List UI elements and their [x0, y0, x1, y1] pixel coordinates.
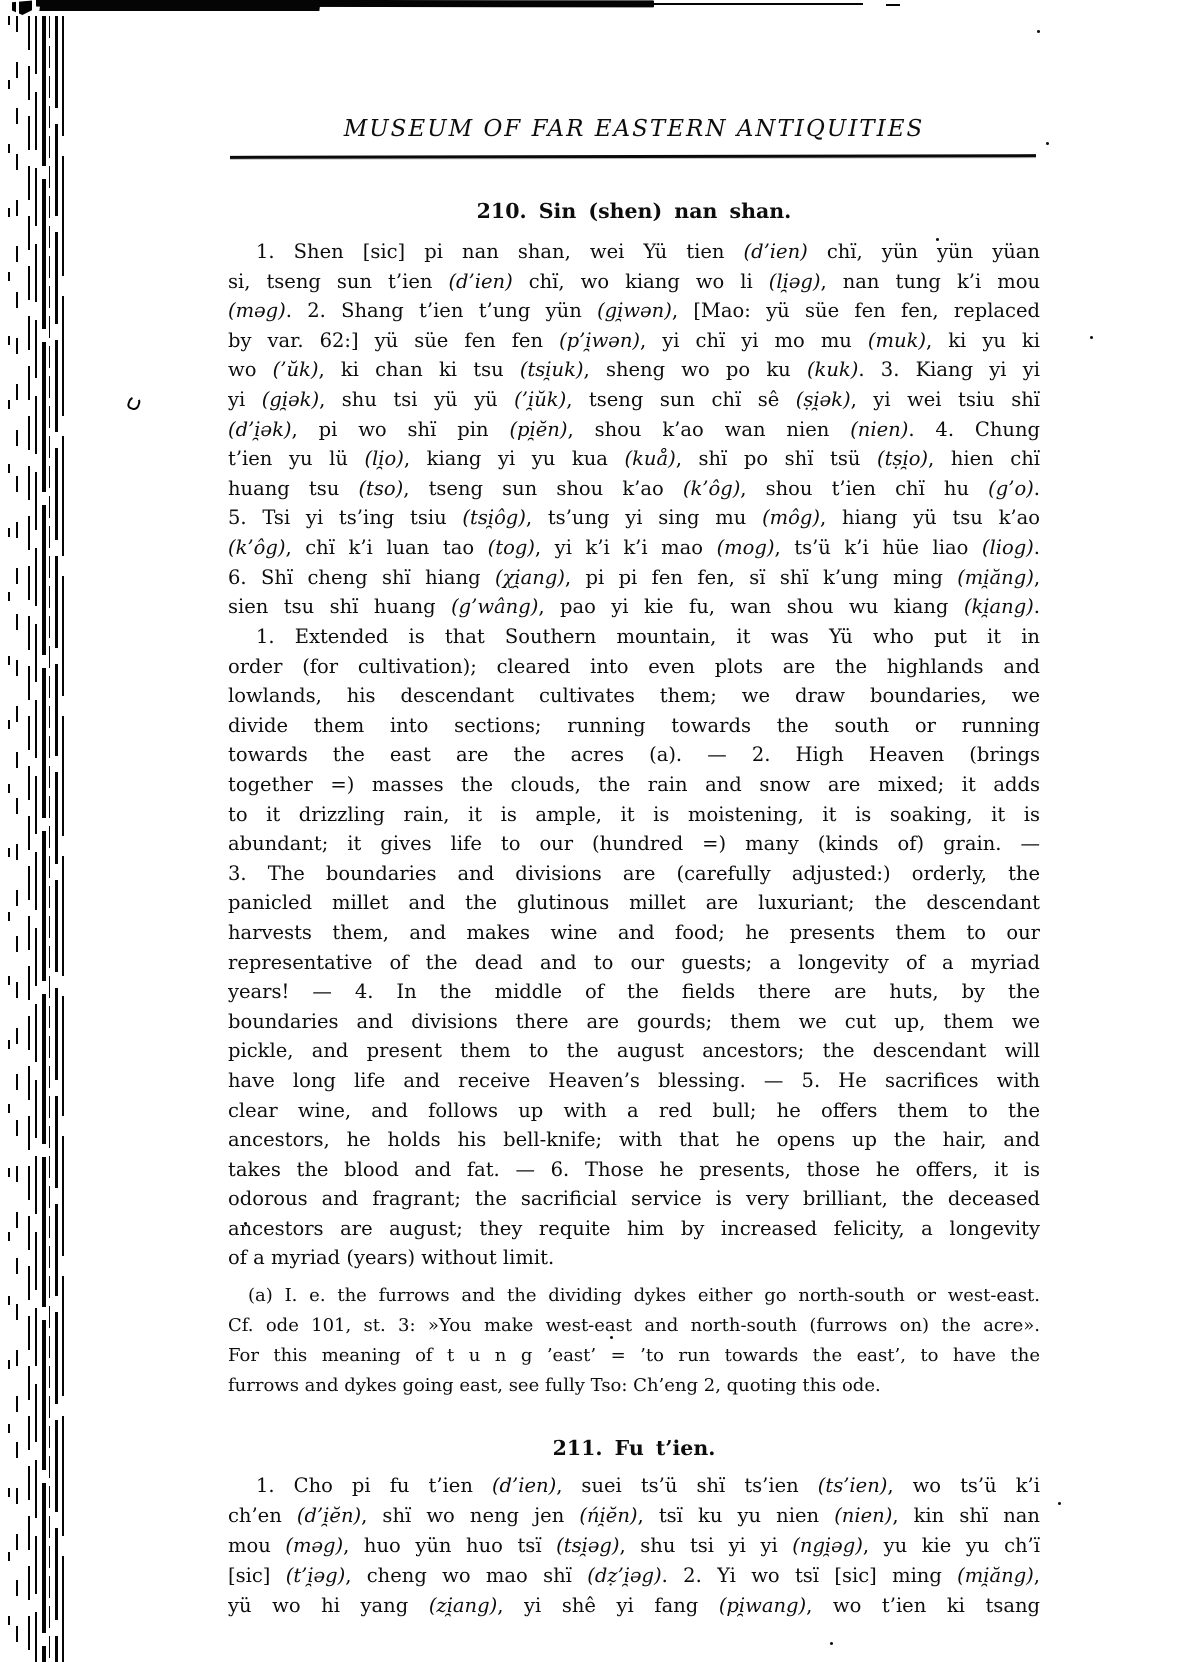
ink-speck-artifact	[1046, 142, 1049, 145]
text-line: 6. Shï cheng shï hiang (χi̯ang), pi pi fen fen, sï shï k’ung ming (mi̯ăng),	[228, 565, 1040, 589]
text-line: harvests them, and makes wine and food; he presents them to our	[228, 920, 1040, 944]
scan-corner-scribble-artifact	[12, 0, 38, 15]
text-line: 1. Cho pi fu t’ien (d’ien), suei ts’ü shï ts’ien (ts’ien), wo ts’ü k’i	[256, 1474, 1040, 1497]
text-line: sien tsu shï huang (g’wâng), pao yi kie fu, wan shou wu kiang (ki̯ang).	[228, 595, 1040, 619]
ink-speck-artifact	[1058, 1502, 1061, 1505]
text-line: divide them into sections; running towards the south or running	[228, 713, 1040, 737]
text-line: (k’ôg), chï k’i luan tao (tog), yi k’i k’i mao (mog), ts’ü k’i hüe liao (liog).	[228, 535, 1040, 559]
running-head: MUSEUM OF FAR EASTERN ANTIQUITIES	[343, 116, 925, 142]
text-line: representative of the dead and to our guests; a longevity of a myriad	[228, 950, 1040, 974]
text-line: towards the east are the acres (a). — 2. High Heaven (brings	[228, 743, 1040, 767]
ode-211-heading: 211. Fu t’ien.	[552, 1436, 716, 1460]
ode-210-translation-paragraph	[228, 622, 1040, 1273]
text-line: abundant; it gives life to our (hundred =) many (kinds of) grain. —	[228, 832, 1040, 856]
ode-210-footnote	[228, 1281, 1040, 1401]
ink-speck-artifact	[1090, 336, 1093, 339]
text-line: pickle, and present them to the august ancestors; the descendant will	[228, 1039, 1040, 1063]
text-line: (məg). 2. Shang t’ien t’ung yün (gi̯wən), [Mao: yü süe fen fen, replaced	[228, 299, 1040, 323]
text-line: to it drizzling rain, it is ample, it is moistening, it is soaking, it is	[228, 802, 1040, 826]
text-line: (d’i̯ək), pi wo shï pin (pi̯ĕn), shou k’ao wan nien (nien). 4. Chung	[228, 417, 1040, 441]
text-line: years! — 4. In the middle of the fields there are huts, by the	[228, 980, 1040, 1004]
text-line: furrows and dykes going east, see fully Tso: Ch’eng 2, quoting this ode.	[228, 1375, 881, 1396]
text-line: lowlands, his descendant cultivates them; we draw boundaries, we	[228, 684, 1040, 708]
text-line: by var. 62:] yü süe fen fen (p’i̯wən), yi chï yi mo mu (muk), ki yu ki	[228, 328, 1040, 352]
text-line: Cf. ode 101, st. 3: »You make west-east and north-south (furrows on) the acre».	[228, 1315, 1040, 1336]
text-line: For this meaning of t u n g ’east’ = ’to run towards the east’, to have the	[228, 1345, 1040, 1366]
text-line: (a) I. e. the furrows and the dividing dykes either go north-south or west-east.	[248, 1285, 1040, 1306]
text-line: 3. The boundaries and divisions are (carefully adjusted:) orderly, the	[228, 861, 1040, 885]
text-line: takes the blood and fat. — 6. Those he presents, those he offers, it is	[228, 1157, 1040, 1181]
ode-210-transliteration-paragraph	[228, 237, 1040, 622]
text-line: yü wo hi yang (zi̯ang), yi shê yi fang (pi̯wang), wo t’ien ki tsang	[228, 1594, 1040, 1617]
text-line: si, tseng sun t’ien (d’ien) chï, wo kiang wo li (li̯əg), nan tung k’i mou	[228, 269, 1040, 293]
text-line: have long life and receive Heaven’s blessing. — 5. He sacrifices with	[228, 1068, 1040, 1092]
ode-211-transliteration-paragraph	[228, 1471, 1040, 1621]
text-line: ch’en (d’i̯ĕn), shï wo neng jen (ńi̯ĕn), tsï ku yu nien (nien), kin shï nan	[228, 1504, 1040, 1527]
text-line: together =) masses the clouds, the rain and snow are mixed; it adds	[228, 772, 1040, 796]
text-line: huang tsu (tso), tseng sun shou k’ao (k’ôg), shou t’ien chï hu (g’o).	[228, 476, 1040, 500]
book-binding-shadow-artifact	[8, 16, 66, 1662]
text-line: 1. Shen [sic] pi nan shan, wei Yü tien (d’ien) chï, yün yün yüan	[256, 240, 1040, 263]
text-line: wo (’ŭk), ki chan ki tsu (tsi̯uk), sheng wo po ku (kuk). 3. Kiang yi yi	[228, 358, 1040, 382]
text-line: [sic] (t’i̯əg), cheng wo mao shï (dẓ’i̯əg). 2. Yi wo tsï [sic] ming (mi̯ăng),	[228, 1564, 1040, 1587]
text-line: yi (gi̯ək), shu tsi yü yü (’i̯ŭk), tseng sun chï sê (ṣi̯ək), yi wei tsiu shï	[228, 387, 1040, 411]
ode-210-heading: 210. Sin (shen) nan shan.	[476, 199, 792, 223]
text-line: mou (məg), huo yün huo tsï (tsi̯əg), shu tsi yi yi (ngi̯əg), yu kie yu ch’ï	[228, 1534, 1040, 1557]
text-line: 1. Extended is that Southern mountain, it was Yü who put it in	[256, 625, 1040, 648]
text-line: t’ien yu lü (li̯o), kiang yi yu kua (kuå), shï po shï tsü (tṣi̯o), hien chï	[228, 447, 1040, 471]
text-line: 5. Tsi yi ts’ing tsiu (tsi̯ôg), ts’ung yi sing mu (môg), hiang yü tsu k’ao	[228, 506, 1040, 530]
text-line: of a myriad (years) without limit.	[228, 1246, 555, 1270]
running-head-rule	[230, 154, 1036, 159]
text-line: ancestors, he holds his bell-knife; with that he opens up the hair, and	[228, 1128, 1040, 1152]
text-line: boundaries and divisions there are gourds; them we cut up, them we	[228, 1009, 1040, 1033]
text-line: panicled millet and the glutinous millet are luxuriant; the descendant	[228, 891, 1040, 915]
text-line: order (for cultivation); cleared into even plots are the highlands and	[228, 654, 1040, 678]
page-text-block	[228, 0, 1040, 1662]
text-line: clear wine, and follows up with a red bull; he offers them to the	[228, 1098, 1040, 1122]
text-line: ancestors are august; they requite him by increased felicity, a longevity	[228, 1216, 1040, 1240]
margin-ink-mark-artifact	[126, 394, 142, 411]
text-line: odorous and fragrant; the sacrificial service is very brilliant, the deceased	[228, 1187, 1040, 1211]
